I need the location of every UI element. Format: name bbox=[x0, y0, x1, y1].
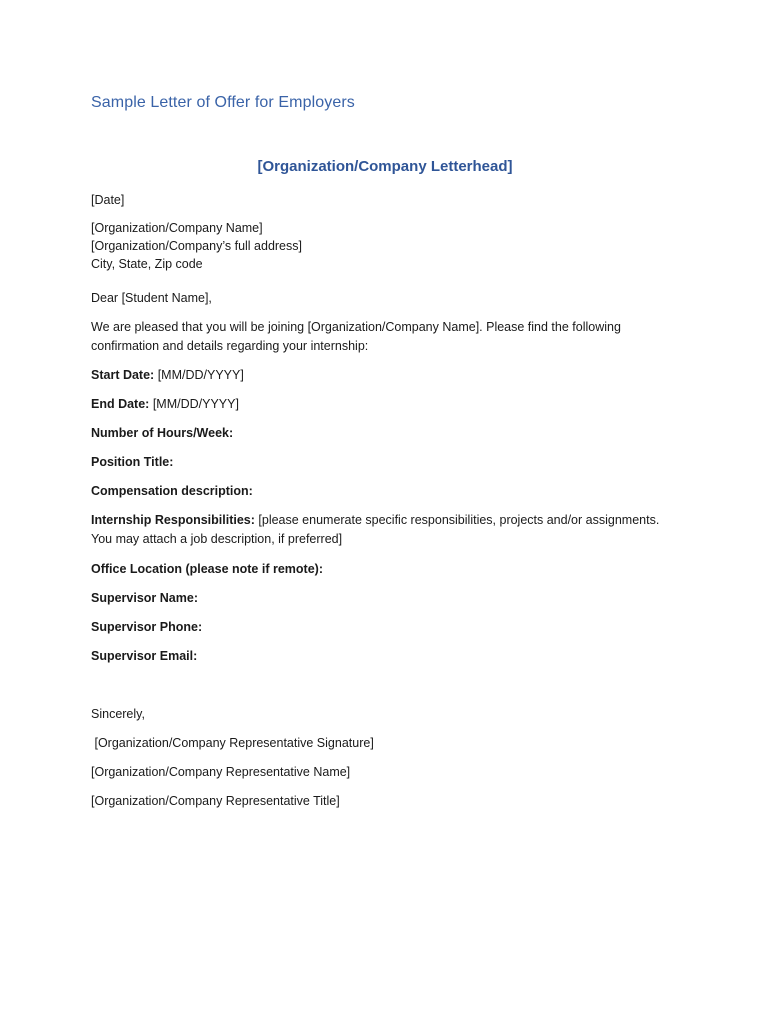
responsibilities-field bbox=[91, 511, 681, 549]
supervisor-phone-label: Supervisor Phone: bbox=[91, 620, 203, 634]
date-line: [Date] bbox=[91, 193, 125, 207]
signature-placeholder: [Organization/Company Representative Signature] bbox=[91, 736, 374, 750]
supervisor-email-label: Supervisor Email: bbox=[91, 649, 198, 663]
end-date-label: End Date: bbox=[91, 397, 150, 411]
start-date-field bbox=[91, 366, 244, 384]
position-title-label: Position Title: bbox=[91, 455, 174, 469]
salutation: Dear [Student Name], bbox=[91, 291, 212, 305]
closing: Sincerely, bbox=[91, 707, 145, 721]
intro-paragraph: We are pleased that you will be joining [Organization/Company Name]. Please find the following confirmation and details regarding your internship: bbox=[91, 320, 621, 353]
end-date-value: [MM/DD/YYYY] bbox=[149, 397, 239, 411]
company-name-line: [Organization/Company Name] bbox=[91, 221, 263, 235]
responsibilities-label: Internship Responsibilities: bbox=[91, 513, 255, 527]
document-title: Sample Letter of Offer for Employers bbox=[91, 94, 355, 111]
city-state-zip-line: City, State, Zip code bbox=[91, 257, 203, 271]
letterhead-placeholder: [Organization/Company Letterhead] bbox=[257, 158, 513, 175]
compensation-label: Compensation description: bbox=[91, 484, 253, 498]
start-date-value: [MM/DD/YYYY] bbox=[154, 368, 244, 382]
office-location-label: Office Location (please note if remote): bbox=[91, 562, 323, 576]
representative-title: [Organization/Company Representative Title] bbox=[91, 794, 340, 808]
end-date-field bbox=[91, 395, 239, 413]
start-date-label: Start Date: bbox=[91, 368, 155, 382]
supervisor-name-label: Supervisor Name: bbox=[91, 591, 198, 605]
hours-per-week-label: Number of Hours/Week: bbox=[91, 426, 234, 440]
responsibilities-value: [please enumerate specific responsibilities, projects and/or assignments. You may attach a job description, if preferred] bbox=[91, 513, 660, 546]
representative-name: [Organization/Company Representative Name] bbox=[91, 765, 351, 779]
company-address-line: [Organization/Company’s full address] bbox=[91, 239, 302, 253]
